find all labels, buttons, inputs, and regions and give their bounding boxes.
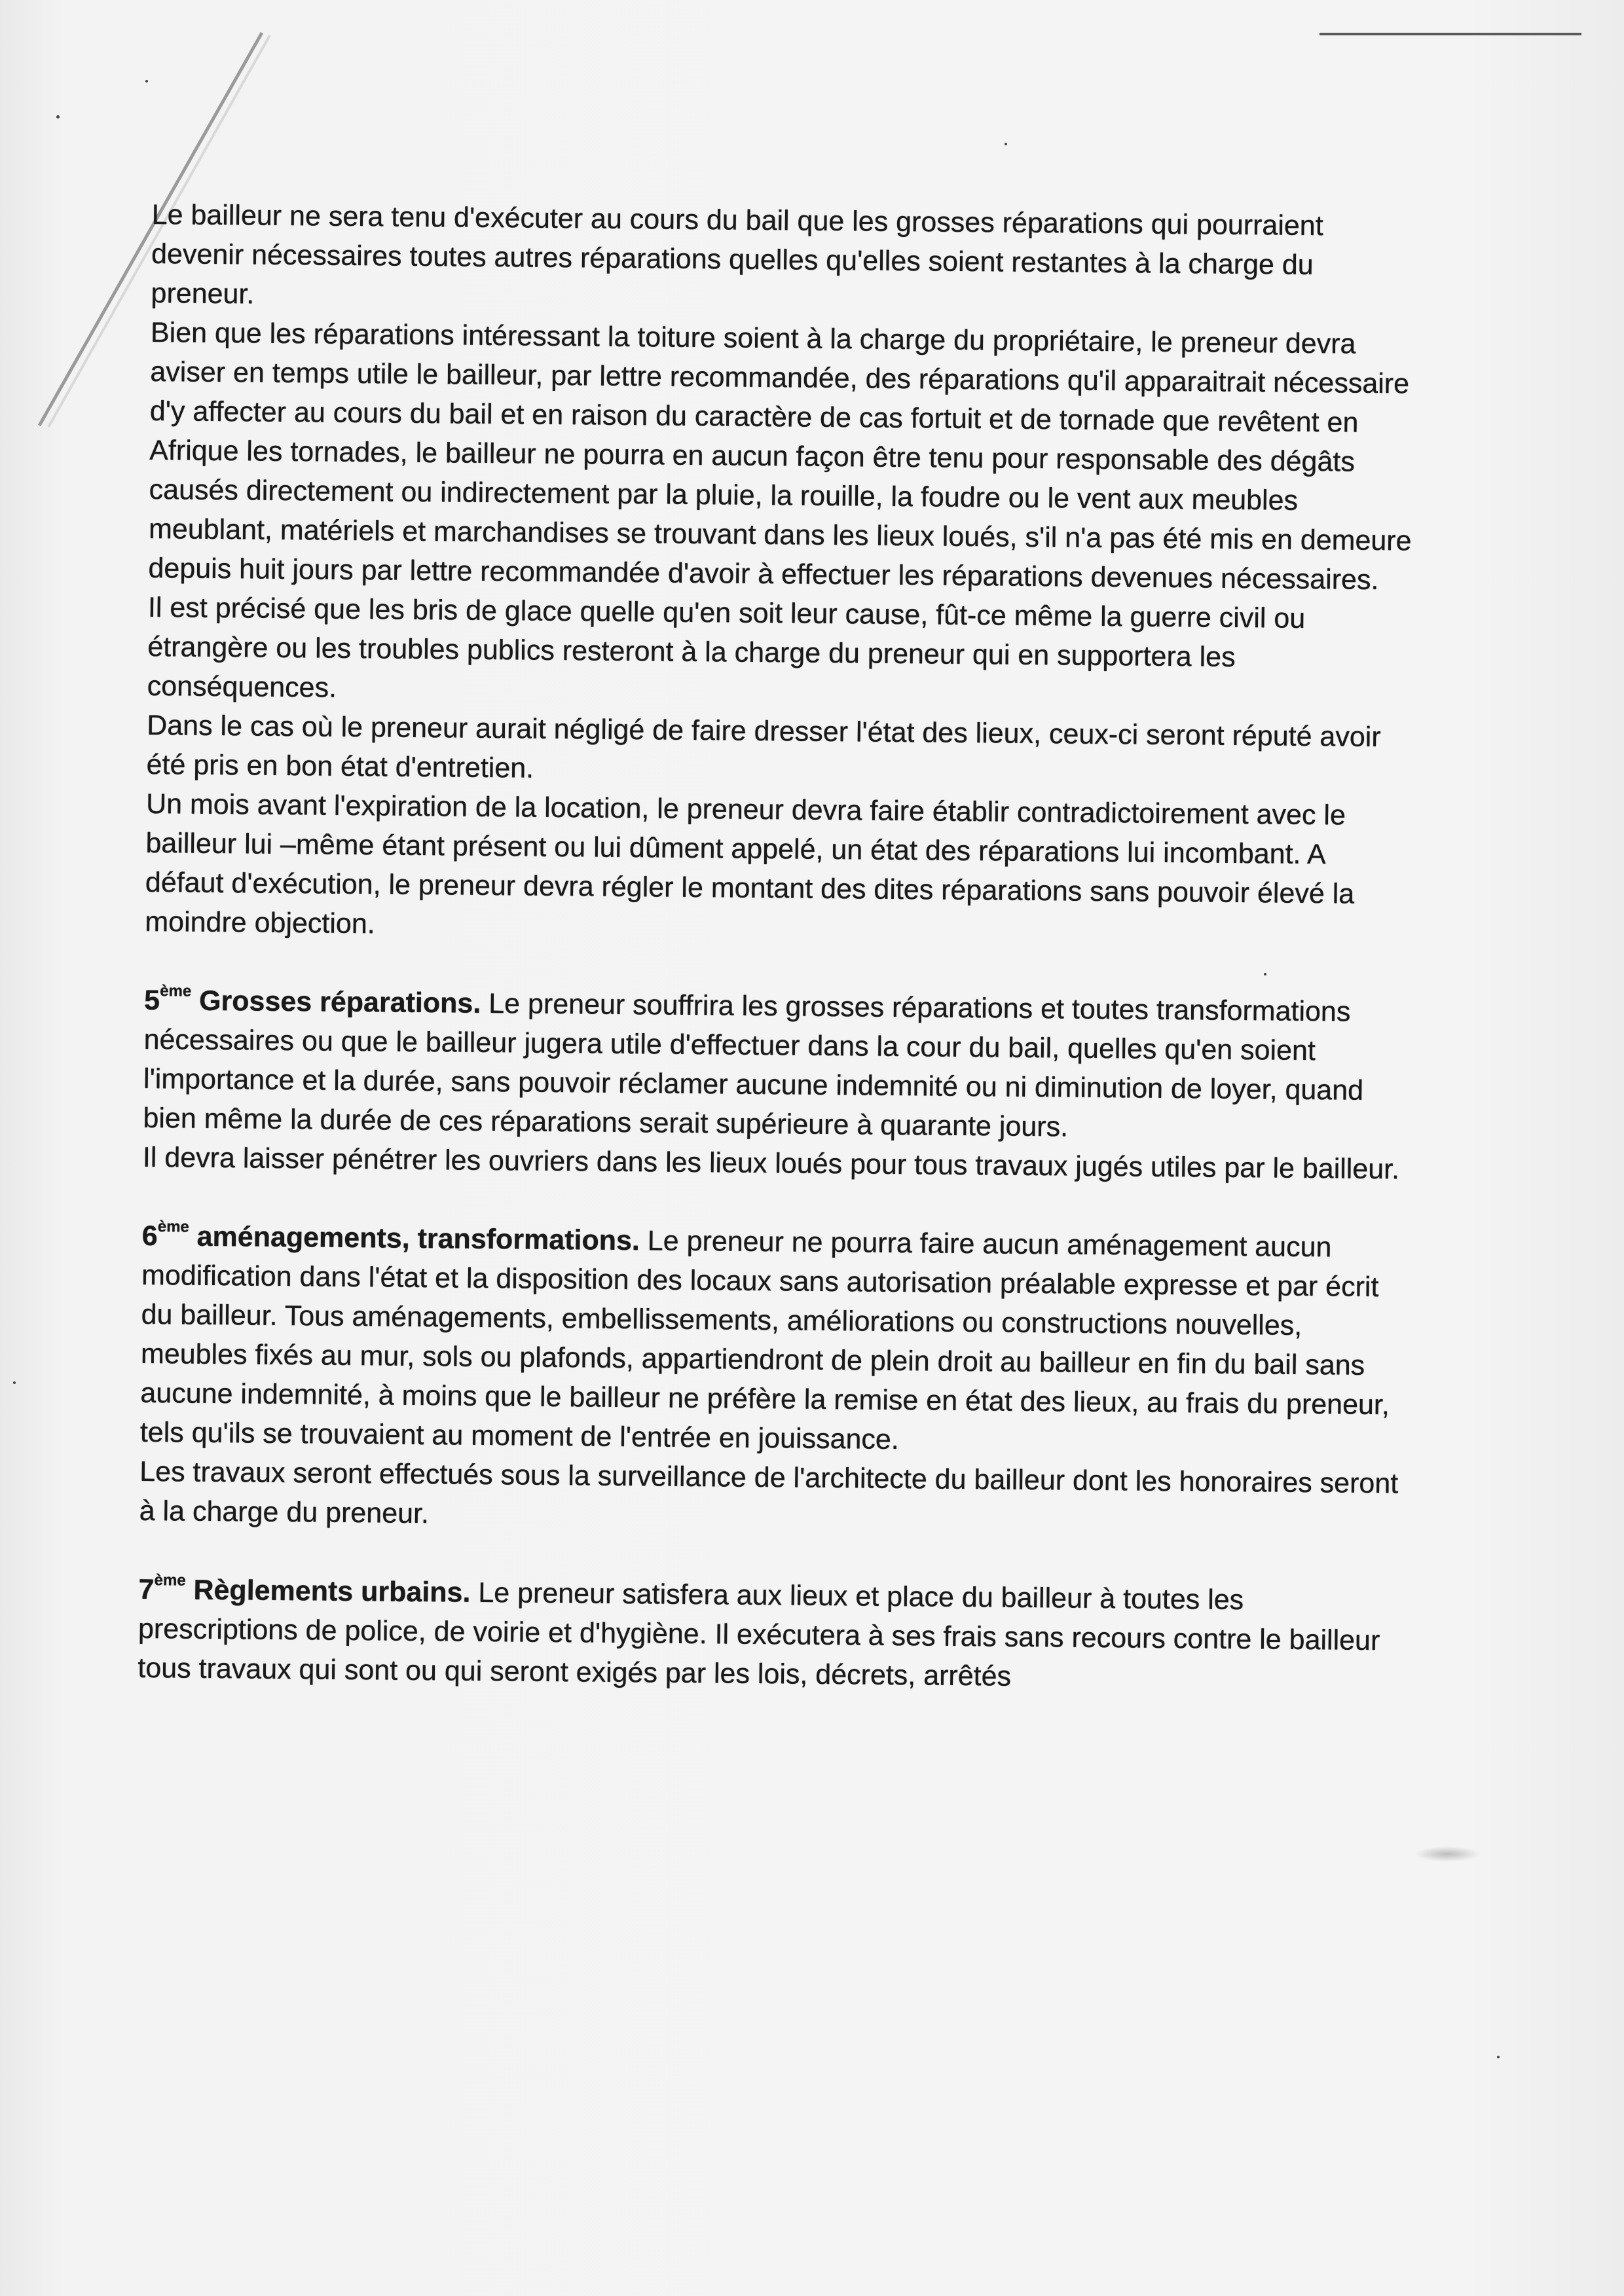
section-6-suffix: ème [157,1217,189,1236]
section-7-suffix: ème [154,1571,186,1590]
section-6-text: Le preneur ne pourra faire aucun aménagement aucun modification dans l'état et la disposition des locaux sans autorisation préalable expresse et par écrit du bailleur. Tous aménagements, embellissements, améliorations ou constructions nouvelles, meubles fixés au mur, sols ou plafonds, appartiendront de plein droit au bailleur en fin du bail sans aucune indemnité, à moins que le bailleur ne préfère la remise en état des lieux, au frais du preneur, tels qu'ils se trouvaient au moment de l'entrée en jouissance. [139,1225,1390,1456]
section-7-number: 7 [138,1573,155,1606]
scan-speck [145,80,148,82]
paragraph-3: Il est précisé que les bris de glace quelle qu'en soit leur cause, fût-ce même la guerre civil ou étrangère ou les troubles publics resteront à la charge du preneur qui en supportera les conséquences. [147,591,1306,704]
section-7-title: Règlements urbains. [193,1574,471,1609]
section-5 [143,981,1408,1150]
section-7-text: Le preneur satisfera aux lieux et place du bailleur à toutes les prescriptions de police, de voirie et d'hygiène. Il exécutera à ses frais sans recours contre le bailleur tous travaux qui sont ou qui seront exigés par les lois, décrets, arrêtés [138,1576,1380,1692]
section-6-text-2: Les travaux seront effectués sous la surveillance de l'architecte du bailleur dont les honoraires seront à la charge du preneur. [139,1455,1399,1530]
scan-speck [1497,2056,1500,2058]
section-5-text: Le preneur souffrira les grosses réparations et toutes transformations nécessaires ou que le bailleur jugera utile d'effectuer dans la cour du bail, quelles qu'en soient l'importance et la durée, sans pouvoir réclamer aucune indemnité ou ni diminution de loyer, quand bien même la durée de ces réparations serait supérieure à quarante jours. [143,987,1364,1143]
paragraph-4: Dans le cas où le preneur aurait négligé de faire dresser l'état des lieux, ceux-ci seront réputé avoir été pris en bon état d'entretien. [146,709,1381,784]
top-rule [1320,33,1581,35]
paragraph-2: Bien que les réparations intéressant la toiture soient à la charge du propriétaire, le preneur devra aviser en temps utile le bailleur, par lettre recommandée, des réparations qu'il apparaitrait nécessaire d'y affecter au cours du bail et en raison du caractère de cas fortuit et de tornade que revêtent en Afrique les tornades, le bailleur ne pourra en aucun façon être tenu pour responsable des dégâts causés directement ou indirectement par la pluie, la rouille, la foudre ou le vent aux meubles meublant, matériels et marchandises se trouvant dans les lieux loués, s'il n'a pas été mis en demeure depuis huit jours par lettre recommandée d'avoir à effectuer les réparations devenues nécessaires. [148,316,1412,596]
section-7 [138,1570,1403,1700]
section-5-suffix: ème [160,981,192,1000]
scan-speck [13,1381,16,1384]
section-5-number: 5 [143,984,160,1017]
scan-speck [1005,143,1007,145]
section-6-number: 6 [141,1220,158,1252]
paragraph-5: Un mois avant l'expiration de la location, le preneur devra faire établir contradictoirement avec le bailleur lui –même étant présent ou lui dûment appelé, un état des réparations lui incombant. A défaut d'exécution, le preneur devra régler le montant des dites réparations sans pouvoir élevé la moindre objection. [145,788,1355,940]
section-5-title: Grosses réparations. [198,985,481,1019]
section-6 [140,1216,1406,1465]
section-6-title: aménagements, transformations. [196,1220,640,1257]
paragraph-1: Le bailleur ne sera tenu d'exécuter au cours du bail que les grosses réparations qui pourraient devenir nécessaires toutes autres réparations quelles qu'elles soient restantes à la charge du preneur. [151,198,1323,310]
document-body [138,195,1416,1700]
section-5-text-2: Il devra laisser pénétrer les ouvriers dans les lieux loués pour tous travaux jugés utiles par le bailleur. [142,1141,1400,1186]
scan-smudge [1414,1846,1480,1862]
scan-speck [56,115,60,118]
